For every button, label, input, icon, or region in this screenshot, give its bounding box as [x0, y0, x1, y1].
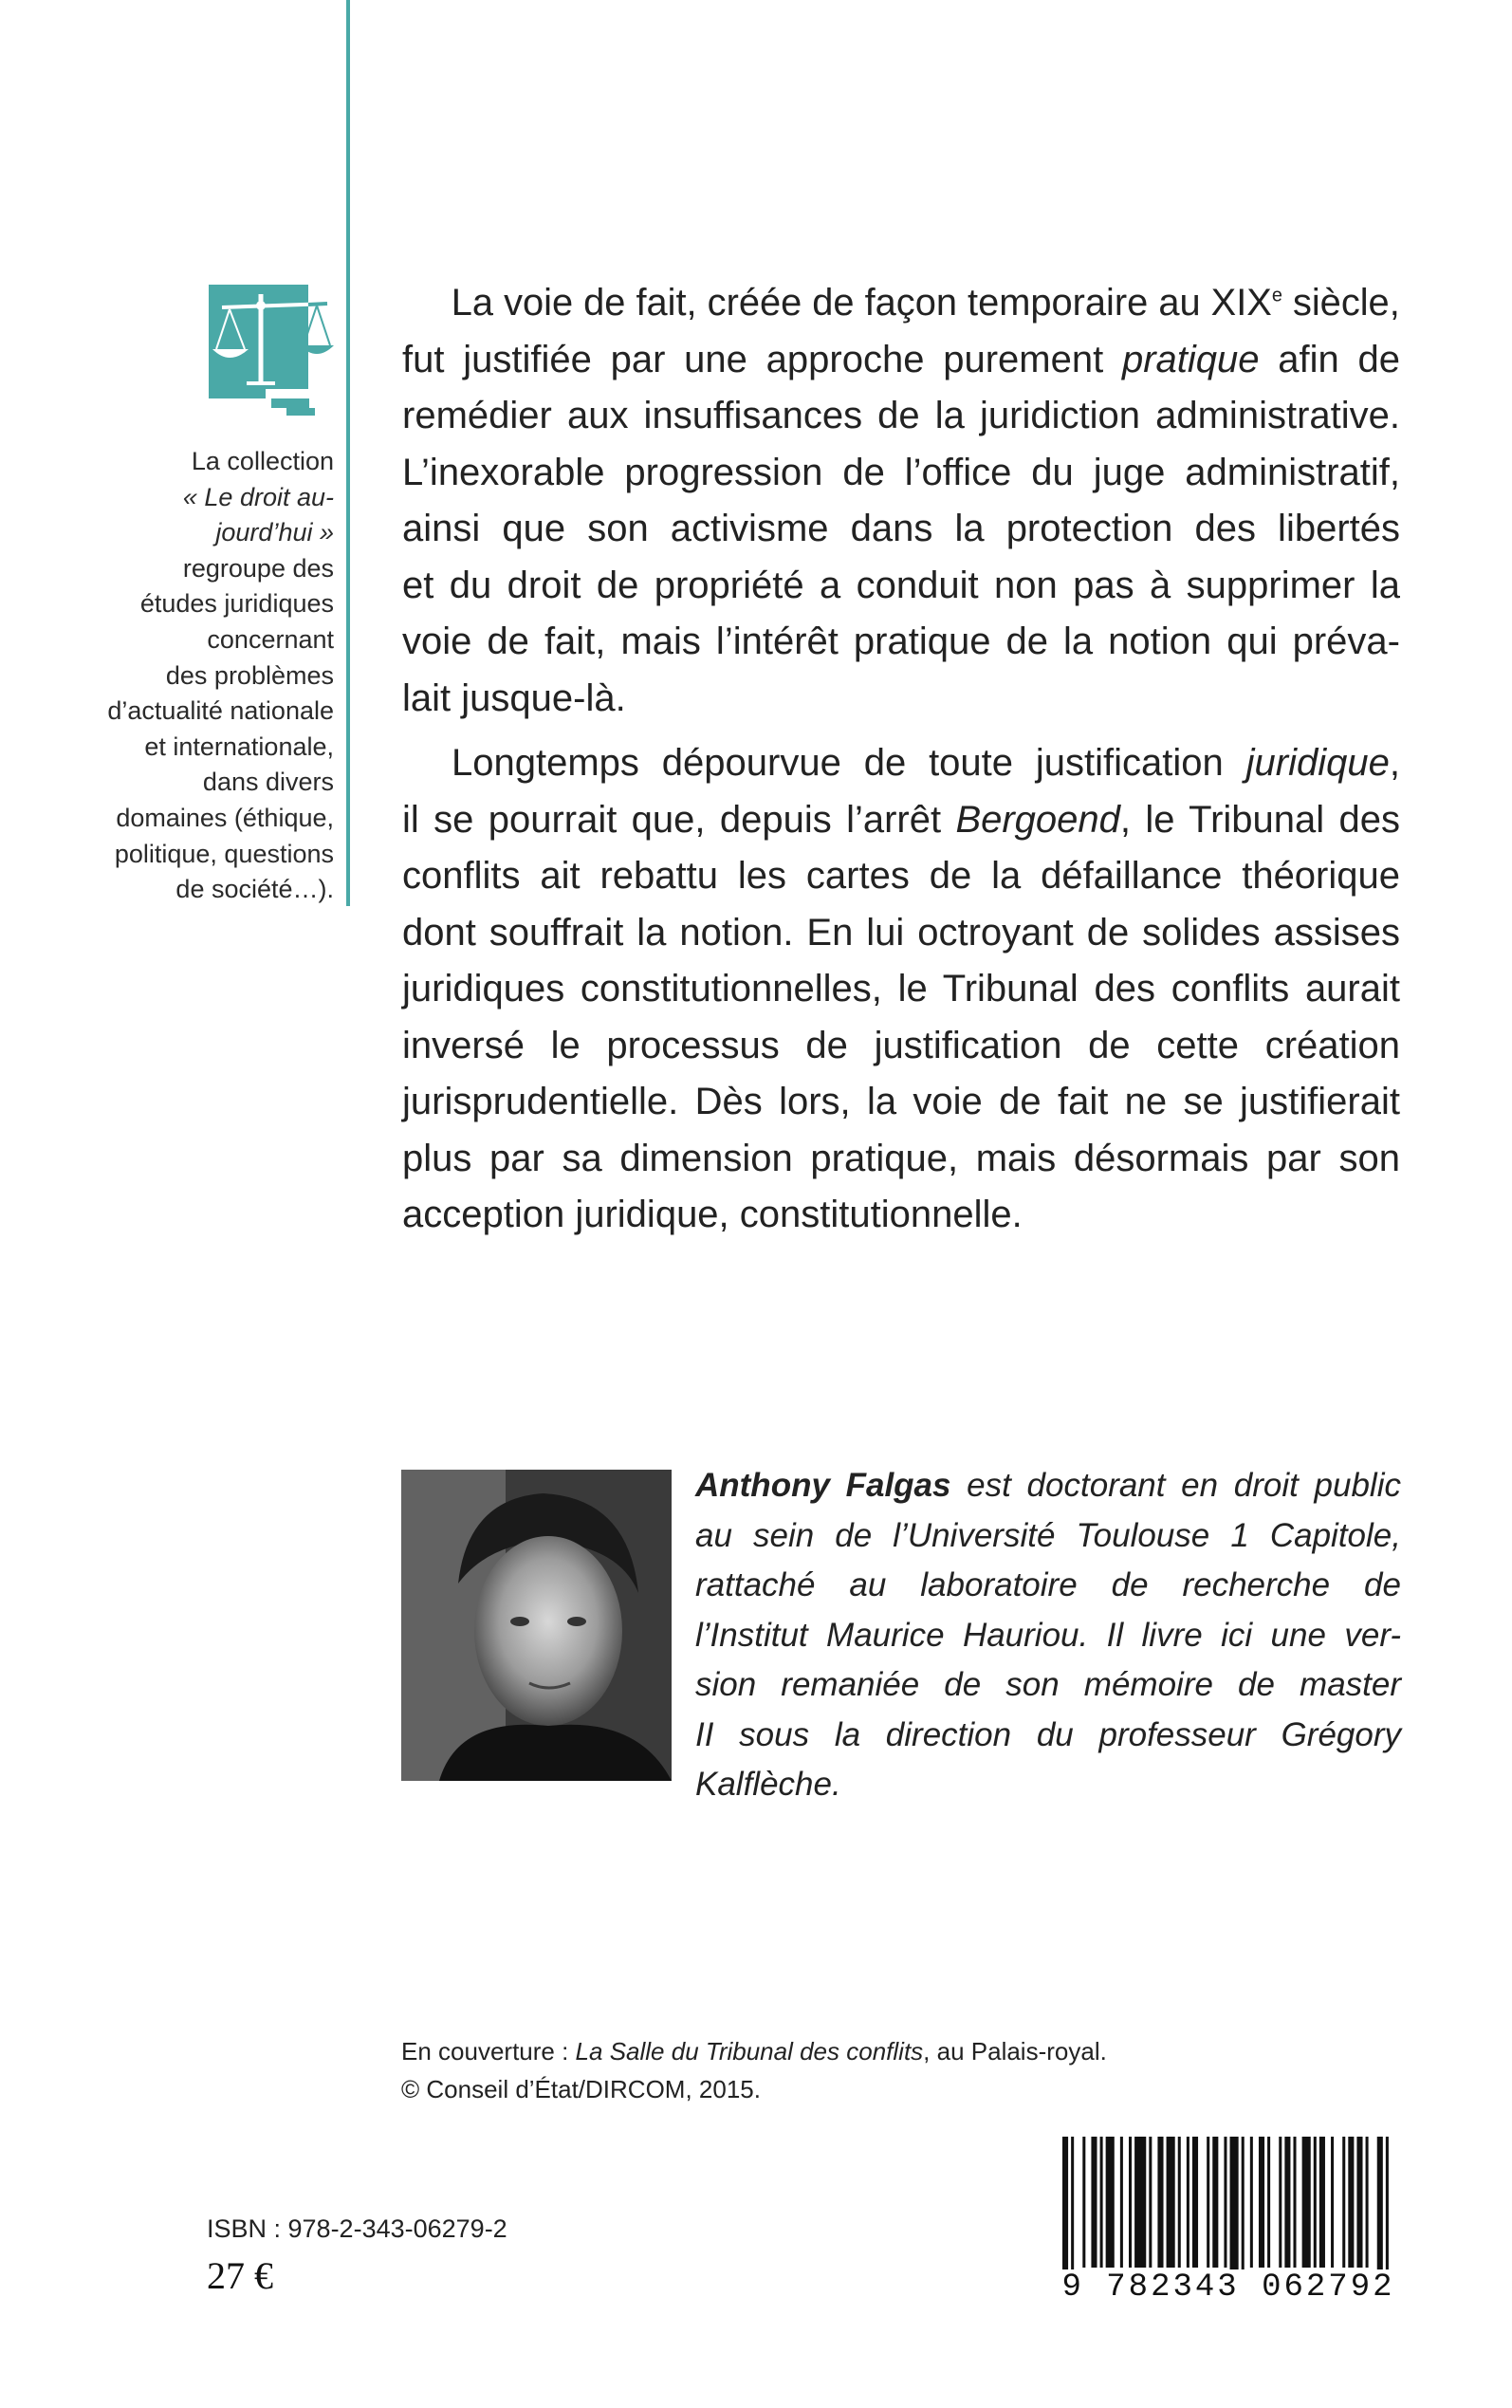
barcode-bar: [1100, 2137, 1103, 2268]
summary-line: jurisprudentielle. Dès lors, la voie de fait ne se justifierait: [402, 1081, 1400, 1122]
barcode-bar: [1293, 2137, 1296, 2268]
bio-line: sion remaniée de son mémoire de master: [695, 1666, 1401, 1703]
copyright-line: © Conseil d’État/DIRCOM, 2015.: [401, 2075, 761, 2103]
cover-credit-line: En couverture : La Salle du Tribunal des conflits, au Palais-royal.: [401, 2037, 1107, 2065]
vertical-accent-line: [346, 0, 350, 906]
barcode-bar: [1062, 2137, 1068, 2279]
collection-description: [28, 444, 334, 908]
barcode-bar: [1129, 2137, 1132, 2268]
sidebar-line: regroupe des: [182, 553, 334, 583]
barcode-bar: [1242, 2137, 1245, 2279]
sidebar-line: « Le droit au-: [182, 482, 334, 511]
bio-line: au sein de l’Université Toulouse 1 Capitole,: [695, 1516, 1401, 1554]
barcode-bar: [1348, 2137, 1354, 2268]
summary-line: juridiques constitutionnelles, le Tribunal des conflits aurait: [402, 968, 1400, 1010]
barcode-bar: [1230, 2137, 1239, 2279]
summary-line: fut justifiée par une approche purement pratique afin de: [402, 338, 1401, 380]
barcode-bar: [1091, 2137, 1097, 2268]
sidebar-line: concernant: [207, 624, 334, 654]
barcode-bar: [1377, 2137, 1383, 2279]
barcode-bar: [1071, 2137, 1074, 2279]
summary-line: inversé le processus de justification de cette création: [402, 1024, 1400, 1066]
summary-line: L’inexorable progression de l’office du juge administratif,: [402, 451, 1400, 493]
barcode-bar: [1106, 2137, 1115, 2268]
barcode-bar: [1250, 2137, 1253, 2268]
barcode-bar: [1212, 2137, 1218, 2268]
cover-credits: [401, 2032, 1107, 2108]
sidebar-line: domaines (éthique,: [116, 803, 334, 832]
isbn: ISBN : 978-2-343-06279-2: [207, 2214, 507, 2243]
price: 27 €: [207, 2254, 273, 2297]
barcode-bar: [1302, 2137, 1311, 2268]
scales-of-justice-icon: [209, 285, 337, 417]
summary-line: Longtemps dépourvue de toute justification juridique,: [452, 742, 1400, 784]
bio-line: l’Institut Maurice Hauriou. Il livre ici une ver-: [695, 1616, 1401, 1654]
summary-line: il se pourrait que, depuis l’arrêt Bergoend, le Tribunal des: [402, 798, 1400, 841]
barcode-bar: [1279, 2137, 1282, 2268]
sidebar-line: jourd’hui »: [215, 518, 334, 547]
bio-line: Kalflèche.: [695, 1766, 841, 1803]
barcode-bar: [1314, 2137, 1317, 2268]
bio-line: rattaché au laboratoire de recherche de: [695, 1566, 1401, 1603]
summary-line: lait jusque-là.: [402, 676, 626, 719]
sidebar-line: dans divers: [202, 768, 334, 797]
sidebar-line: de société…).: [175, 875, 334, 904]
sidebar-line: études juridiques: [139, 589, 334, 619]
barcode-bar: [1167, 2137, 1175, 2268]
summary-line: acception juridique, constitutionnelle.: [402, 1194, 1023, 1235]
summary-line: ainsi que son activisme dans la protection des libertés: [402, 508, 1400, 549]
author-portrait-drawing: [401, 1470, 672, 1781]
barcode-bar: [1331, 2137, 1334, 2268]
barcode-bar: [1267, 2137, 1270, 2268]
barcode-bar: [1366, 2137, 1369, 2268]
bio-line: II sous la direction du professeur Grégory: [695, 1715, 1401, 1753]
summary-line: dont souffrait la notion. En lui octroyant de solides assises: [402, 911, 1400, 954]
sidebar-line: d’actualité nationale: [107, 696, 334, 726]
barcode-bar: [1224, 2137, 1226, 2268]
summary-line: conflits ait rebattu les cartes de la défaillance théorique: [402, 855, 1400, 897]
author-name: Anthony Falgas: [695, 1467, 951, 1504]
sidebar-line: des problèmes: [165, 660, 334, 690]
barcode-bar: [1149, 2137, 1152, 2268]
barcode-bar: [1192, 2137, 1198, 2268]
barcode-bar: [1187, 2137, 1189, 2268]
author-biography: [695, 1461, 1401, 1810]
barcode-bar: [1207, 2137, 1209, 2268]
bio-line: Anthony Falgas est doctorant en droit public: [695, 1467, 1401, 1504]
barcode-bar: [1319, 2137, 1325, 2268]
sidebar-line: La collection: [191, 447, 334, 475]
summary-line: remédier aux insuffisances de la juridiction administrative.: [402, 395, 1400, 436]
barcode-bar: [1356, 2137, 1362, 2268]
summary-line: plus par sa dimension pratique, mais désormais par son: [402, 1137, 1400, 1179]
barcode-bar: [1284, 2137, 1290, 2268]
barcode-digits: 9 782343 062792: [1058, 2269, 1399, 2306]
summary-paragraph-1: [402, 275, 1400, 727]
barcode-bar: [1178, 2137, 1181, 2268]
barcode-bar: [1134, 2137, 1146, 2268]
summary-line: et du droit de propriété a conduit non pas à supprimer la: [402, 564, 1400, 606]
sidebar-line: et internationale,: [144, 732, 334, 761]
summary-paragraph-2: [402, 735, 1400, 1244]
barcode-bar: [1386, 2137, 1389, 2279]
summary-line: voie de fait, mais l’intérêt pratique de la notion qui préva-: [402, 621, 1400, 662]
barcode-bar: [1082, 2137, 1085, 2268]
author-portrait: [401, 1470, 672, 1781]
barcode-bar: [1342, 2137, 1345, 2268]
barcode-bar: [1120, 2137, 1123, 2268]
barcode-bar: [1157, 2137, 1163, 2268]
summary-line: La voie de fait, créée de façon temporaire au XIXe siècle,: [451, 282, 1400, 324]
barcode-bar: [1259, 2137, 1264, 2268]
sidebar-line: politique, questions: [114, 839, 334, 868]
back-cover-summary: [402, 275, 1400, 1244]
